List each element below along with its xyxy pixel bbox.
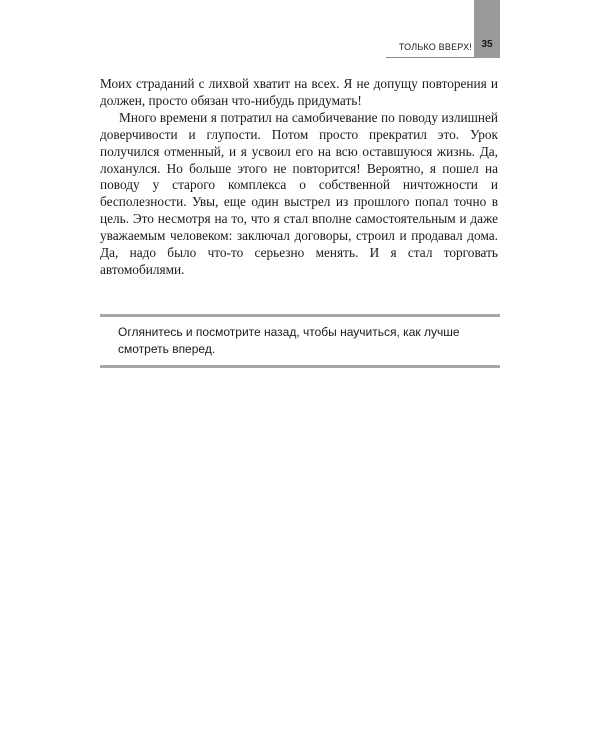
body-text	[100, 76, 498, 279]
paragraph-1: Моих страданий с лихвой хватит на всех. Я не допущу повторения и должен, просто обязан что-нибудь придумать!	[100, 76, 498, 108]
page-number: 35	[481, 39, 493, 50]
callout-box	[100, 314, 500, 368]
callout-text: Оглянитесь и посмотрите назад, чтобы научиться, как лучше смотреть вперед.	[118, 325, 460, 356]
header-rule	[386, 57, 474, 58]
running-title: ТОЛЬКО ВВЕРХ!	[398, 42, 472, 52]
callout-bottom-rule	[100, 365, 500, 368]
paragraph-2: Много времени я потратил на самобичевание по поводу излишней доверчивости и глупости. Потом просто прекратил это. Урок получился отменный, и я усвоил его на всю оставшуюся жизнь. Да, лоханулся. Но больше этого не повторится! Вероятно, я пошел на поводу у старого комплекса о собственной ничтожности и бесполезности. Увы, еще один выстрел из прошлого попал точно в цель. Это несмотря на то, что я стал вполне самостоятельным и даже уважаемым человеком: заключал договоры, строил и продавал дома. Да, надо было что-то серьезно менять. И я стал торговать автомобилями.	[100, 109, 498, 277]
